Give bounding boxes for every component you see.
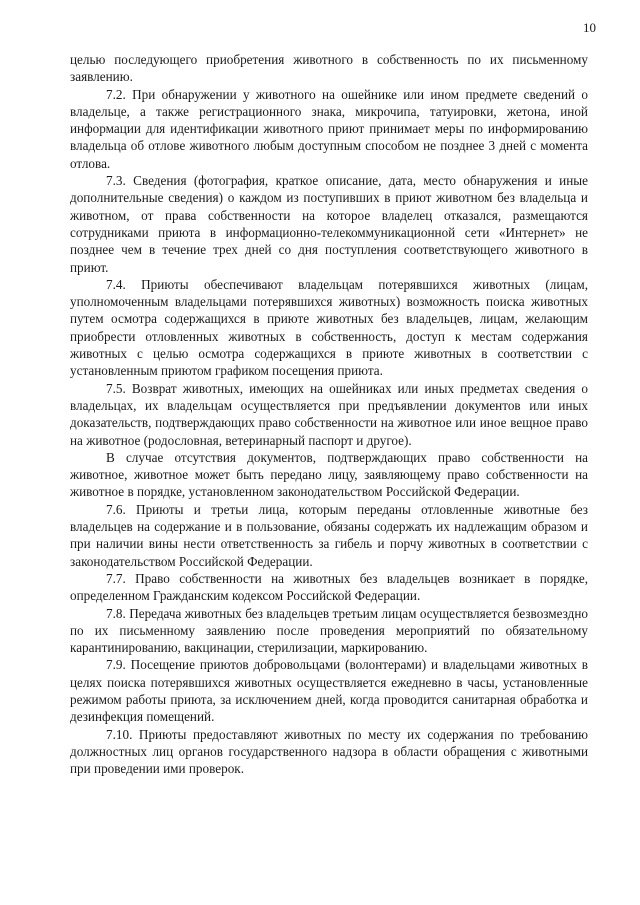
paragraph-7-9: 7.9. Посещение приютов добровольцами (волонтерами) и владельцами животных в целях поиска потерявшихся животных осуществляется ежедневно в часы, установленные режимом работы приюта, за исключением дней, когда проводится санитарная обработка и дезинфекция помещений. (70, 657, 588, 725)
paragraph-7-4: 7.4. Приюты обеспечивают владельцам потерявшихся животных (лицам, уполномоченным владельцами потерявшихся животных) возможность поиска животных путем осмотра содержащихся в приюте животных без владельцев, лицам, желающим приобрести отловленных животных в собственность, доступ к местам содержания животных с целью осмотра содержащихся в приюте животных в соответствии с установленным приютом графиком посещения приюта. (70, 276, 588, 379)
paragraph-7-2: 7.2. При обнаружении у животного на ошейнике или ином предмете сведений о владельце, а также регистрационного знака, микрочипа, татуировки, жетона, иной информации для идентификации животного приют принимает меры по информированию владельца об отлове животного любым доступным способом не позднее 3 дней с момента отлова. (70, 86, 588, 171)
paragraph-7-5-no-documents: В случае отсутствия документов, подтверждающих право собственности на животное, животное может быть передано лицу, заявляющему право собственности на животное в порядке, установленном законодательством Российской Федерации. (70, 449, 588, 500)
document-body (70, 51, 588, 777)
paragraph-7-8: 7.8. Передача животных без владельцев третьим лицам осуществляется безвозмездно по их письменному заявлению после проведения мероприятий по обязательному карантинированию, вакцинации, стерилизации, маркированию. (70, 605, 588, 656)
paragraph-7-5: 7.5. Возврат животных, имеющих на ошейниках или иных предметах сведения о владельцах, их владельцам осуществляется при предъявлении документов или иных доказательств, подтверждающих право собственности на животное или иное вещное право на животное (родословная, ветеринарный паспорт и другое). (70, 380, 588, 448)
page-number: 10 (583, 20, 596, 35)
paragraph-7-7: 7.7. Право собственности на животных без владельцев возникает в порядке, определенном Гражданским кодексом Российской Федерации. (70, 570, 588, 604)
paragraph-continuation: целью последующего приобретения животного в собственность по их письменному заявлению. (70, 52, 588, 85)
paragraph-7-3: 7.3. Сведения (фотография, краткое описание, дата, место обнаружения и иные дополнительные сведения) о каждом из поступивших в приют животном без владельца и животном, от права собственности на которое владелец отказался, размещаются сотрудниками приюта в информационно-телекоммуникационной сети «Интернет» не позднее чем в течение трех дней со дня поступления соответствующего животного в приют. (70, 173, 588, 275)
paragraph-7-10: 7.10. Приюты предоставляют животных по месту их содержания по требованию должностных лиц органов государственного надзора в области обращения с животными при проведении ими проверок. (70, 726, 588, 777)
paragraph-7-6: 7.6. Приюты и третьи лица, которым переданы отловленные животные без владельцев на содержание и в пользование, обязаны содержать их надлежащим образом и при наличии вины нести ответственность за гибель и порчу животных в соответствии с законодательством Российской Федерации. (70, 501, 588, 569)
